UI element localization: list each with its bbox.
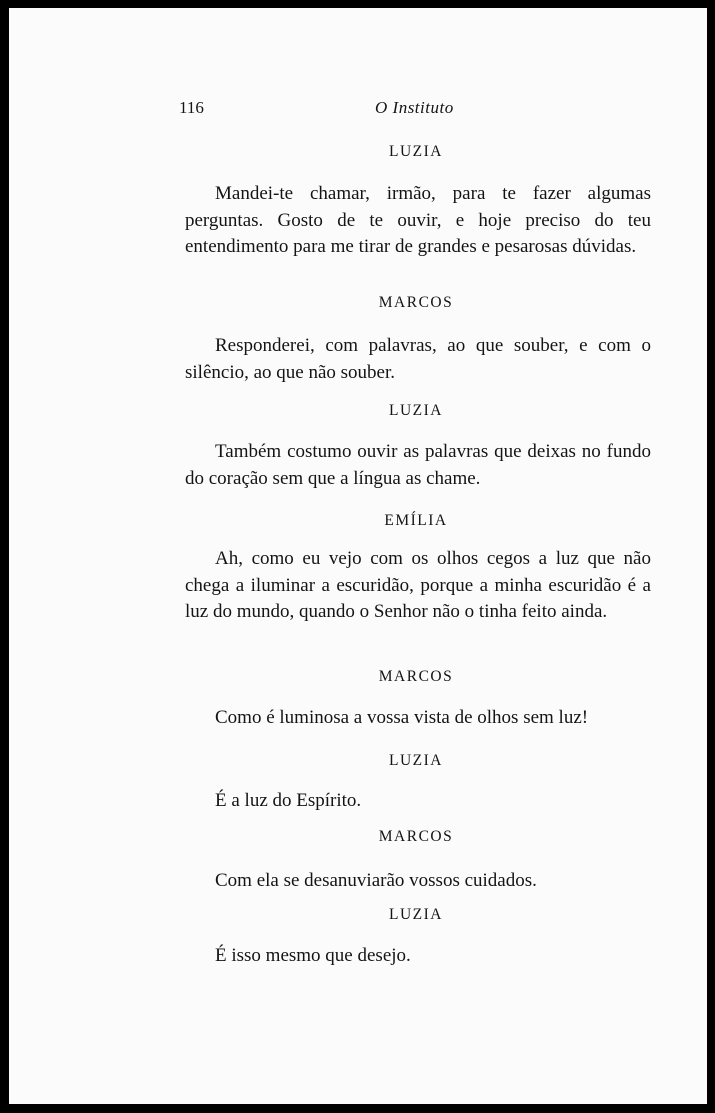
page-header: [179, 98, 653, 122]
running-title: O Instituto: [375, 98, 454, 117]
speech-text: Como é luminosa a vossa vista de olhos sem luz!: [215, 707, 589, 728]
speech-text: Mandei-te chamar, irmão, para te fazer algumas perguntas. Gosto de te ouvir, e hoje preciso do teu entendimento para me tirar de grandes e pesarosas dúvidas.: [185, 183, 651, 257]
speaker-name: LUZIA: [389, 752, 443, 769]
speech-text: Responderei, com palavras, ao que souber, e com o silêncio, ao que não souber.: [185, 335, 651, 383]
speech-text: Com ela se desanuviarão vossos cuidados.: [215, 870, 537, 891]
speech-text: Ah, como eu vejo com os olhos cegos a luz que não chega a iluminar a escuridão, porque a minha escuridão é a luz do mundo, quando o Senhor não o tinha feito ainda.: [185, 548, 651, 622]
speaker-name: MARCOS: [378, 828, 454, 845]
speech-text: É isso mesmo que desejo.: [215, 945, 411, 966]
speaker-name: MARCOS: [378, 294, 454, 311]
speaker-name: MARCOS: [378, 668, 454, 685]
speech-text: Também costumo ouvir as palavras que deixas no fundo do coração sem que a língua as chame.: [185, 441, 651, 489]
book-page: [9, 8, 707, 1104]
page-number: 116: [179, 98, 204, 117]
speaker-name: LUZIA: [389, 402, 443, 419]
speaker-name: LUZIA: [389, 143, 443, 160]
speaker-name: EMÍLIA: [384, 512, 448, 529]
speaker-name: LUZIA: [389, 906, 443, 923]
speech-text: É a luz do Espírito.: [215, 790, 362, 811]
